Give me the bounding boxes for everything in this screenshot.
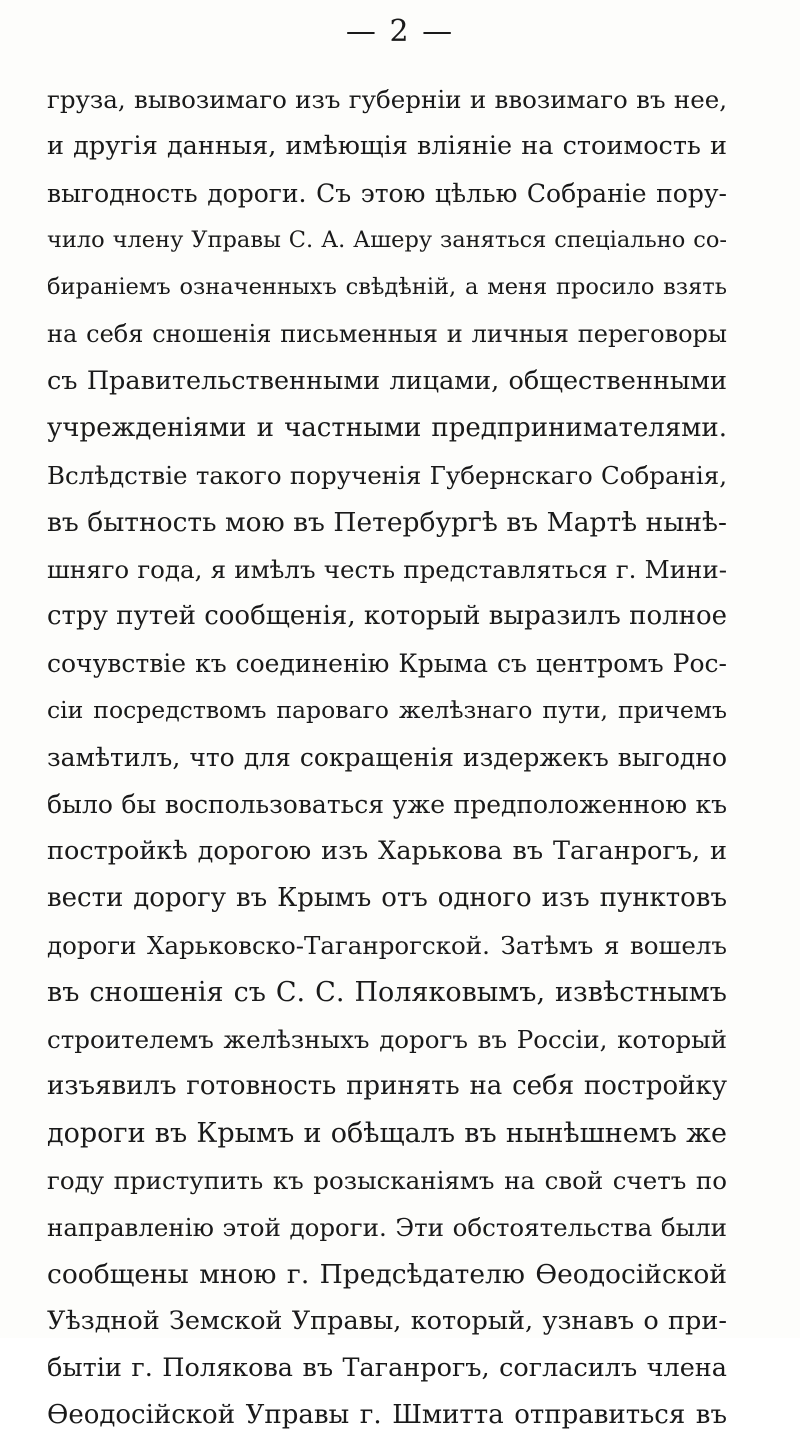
text-line: направленію этой дороги. Эти обстоятельства были — [47, 1213, 727, 1242]
text-line: и другія данныя, имѣющія вліяніе на стоимость и — [47, 131, 727, 161]
page-number: — 2 — — [345, 14, 455, 49]
text-line: сочувствіе къ соединенію Крыма съ центромъ Рос- — [47, 649, 727, 678]
text-line: бираніемъ означенныхъ свѣдѣній, а меня просило взять — [47, 274, 727, 300]
text-line: изъявилъ готовность принять на себя постройку — [47, 1071, 727, 1101]
text-line: выгодность дороги. Съ этою цѣлью Собраніе пору- — [47, 179, 727, 208]
text-line: Вслѣдствіе такого порученія Губернскаго Собранія, — [47, 461, 727, 490]
text-line: Уѣздной Земской Управы, который, узнавъ о при- — [47, 1306, 727, 1336]
text-line: груза, вывозимаго изъ губерніи и ввозимаго въ нее, — [47, 85, 727, 114]
text-line: бытіи г. Полякова въ Таганрогъ, согласилъ члена — [47, 1353, 727, 1383]
text-line: строителемъ желѣзныхъ дорогъ въ Россіи, который — [47, 1025, 727, 1054]
text-line: Ѳеодосійской Управы г. Шмитта отправиться въ — [47, 1400, 727, 1430]
text-line: замѣтилъ, что для сокращенія издержекъ выгодно — [47, 743, 727, 772]
text-line: учрежденіями и частными предпринимателями. — [47, 413, 727, 443]
text-line: съ Правительственными лицами, общественными — [47, 366, 727, 396]
text-line: постройкѣ дорогою изъ Харькова въ Таганрогъ, и — [47, 836, 727, 866]
text-line: чило члену Управы С. А. Ашеру заняться спеціально со- — [47, 227, 727, 253]
text-line: на себя сношенія письменныя и личныя переговоры — [47, 320, 727, 348]
text-line: вести дорогу въ Крымъ отъ одного изъ пунктовъ — [47, 883, 727, 913]
text-line: году приступить къ розысканіямъ на свой счетъ по — [47, 1166, 727, 1195]
text-line: шняго года, я имѣлъ честь представляться г. Мини- — [47, 555, 727, 584]
text-line: въ сношенія съ С. С. Поляковымъ, извѣстнымъ — [47, 977, 727, 1008]
text-line: сообщены мною г. Предсѣдателю Ѳеодосійской — [47, 1259, 727, 1290]
text-line: дороги въ Крымъ и обѣщалъ въ нынѣшнемъ же — [47, 1118, 727, 1149]
text-line: стру путей сообщенія, который выразилъ полное — [47, 601, 727, 631]
text-line: дороги Харьковско-Таганрогской. Затѣмъ я вошелъ — [47, 931, 727, 960]
text-line: сіи посредствомъ пароваго желѣзнаго пути, причемъ — [47, 696, 727, 724]
body-text — [47, 76, 727, 1439]
text-line: въ бытность мою въ Петербургѣ въ Мартѣ нынѣ- — [47, 507, 727, 538]
text-line: было бы воспользоваться уже предположенною къ — [47, 790, 727, 819]
